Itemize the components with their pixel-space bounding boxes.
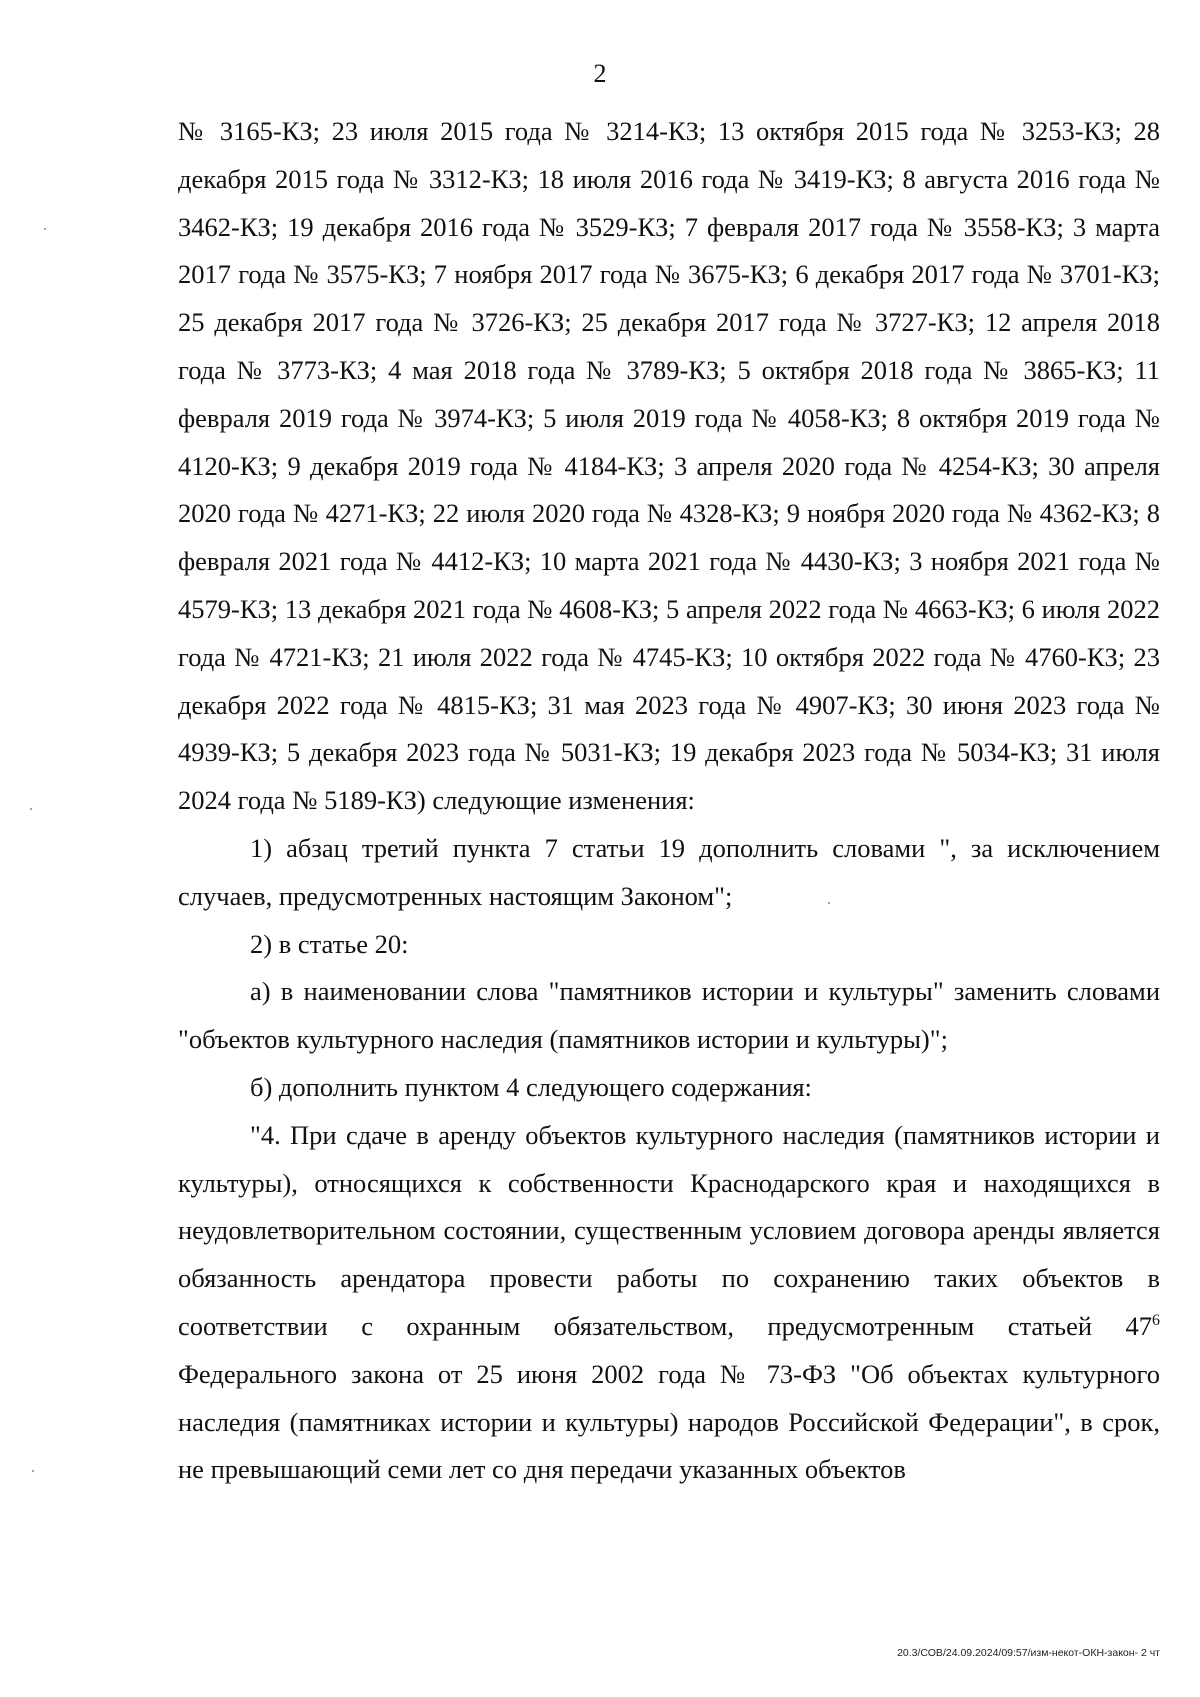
document-footer-code: 20.3/СОВ/24.09.2024/09:57/изм-некот-ОКН-закон- 2 чт xyxy=(897,1647,1160,1659)
paragraph-item-1: 1) абзац третий пункта 7 статьи 19 дополнить словами ", за исключением случаев, предусмотренных настоящим Законом"; xyxy=(178,832,1160,911)
point-4-text-end: Федерального закона от 25 июня 2002 года № 73-ФЗ "Об объектах культурного наследия (памятниках истории и культуры) народов Российской Федерации", в срок, не превышающий семи лет со дня передачи указанных объектов xyxy=(178,1358,1160,1485)
page-number: 2 xyxy=(593,59,607,88)
scan-speck xyxy=(828,902,830,904)
scan-speck xyxy=(32,1470,34,1472)
paragraph-amendment-list: № 3165-КЗ; 23 июля 2015 года № 3214-КЗ; 13 октября 2015 года № 3253-КЗ; 28 декабря 2015 года № 3312-КЗ; 18 июля 2016 года № 3419-КЗ; 8 августа 2016 года № 3462-КЗ; 19 декабря 2016 года № 3529-КЗ; 7 февраля 2017 года № 3558-КЗ; 3 марта 2017 года № 3575-КЗ; 7 ноября 2017 года № 3675-КЗ; 6 декабря 2017 года № 3701-КЗ; 25 декабря 2017 года № 3726-КЗ; 25 декабря 2017 года № 3727-КЗ; 12 апреля 2018 года № 3773-КЗ; 4 мая 2018 года № 3789-КЗ; 5 октября 2018 года № 3865-КЗ; 11 февраля 2019 года № 3974-КЗ; 5 июля 2019 года № 4058-КЗ; 8 октября 2019 года № 4120-КЗ; 9 декабря 2019 года № 4184-КЗ; 3 апреля 2020 года № 4254-КЗ; 30 апреля 2020 года № 4271-КЗ; 22 июля 2020 года № 4328-КЗ; 9 ноября 2020 года № 4362-КЗ; 8 февраля 2021 года № 4412-КЗ; 10 марта 2021 года № 4430-КЗ; 3 ноября 2021 года № 4579-КЗ; 13 декабря 2021 года № 4608-КЗ; 5 апреля 2022 года № 4663-КЗ; 6 июля 2022 года № 4721-КЗ; 21 июля 2022 года № 4745-КЗ; 10 октября 2022 года № 4760-КЗ; 23 декабря 2022 года № 4815-КЗ; 31 мая 2023 года № 4907-КЗ; 30 июня 2023 года № 4939-КЗ; 5 декабря 2023 года № 5031-КЗ; 19 декабря 2023 года № 5034-КЗ; 31 июля 2024 года № 5189-КЗ) следующие изменения: xyxy=(178,116,1160,816)
scan-speck xyxy=(44,228,46,230)
article-superscript: 6 xyxy=(1152,1312,1160,1330)
document-body xyxy=(178,108,1160,1494)
paragraph-item-2a: а) в наименовании слова "памятников истории и культуры" заменить словами "объектов культурного наследия (памятников истории и культуры)"; xyxy=(178,976,1160,1055)
paragraph-item-2b: б) дополнить пунктом 4 следующего содержания: xyxy=(250,1071,812,1102)
paragraph-point-4 xyxy=(178,1112,1160,1494)
paragraph-item-2: 2) в статье 20: xyxy=(250,928,409,959)
point-4-text-start: "4. При сдаче в аренду объектов культурного наследия (памятников истории и культуры), относящихся к собственности Краснодарского края и находящихся в неудовлетворительном состоянии, существенным условием договора аренды является обязанность арендатора провести работы по сохранению таких объектов в соответствии с охранным обязательством, предусмотренным статьей 47 xyxy=(178,1119,1160,1341)
scan-speck xyxy=(30,808,32,810)
